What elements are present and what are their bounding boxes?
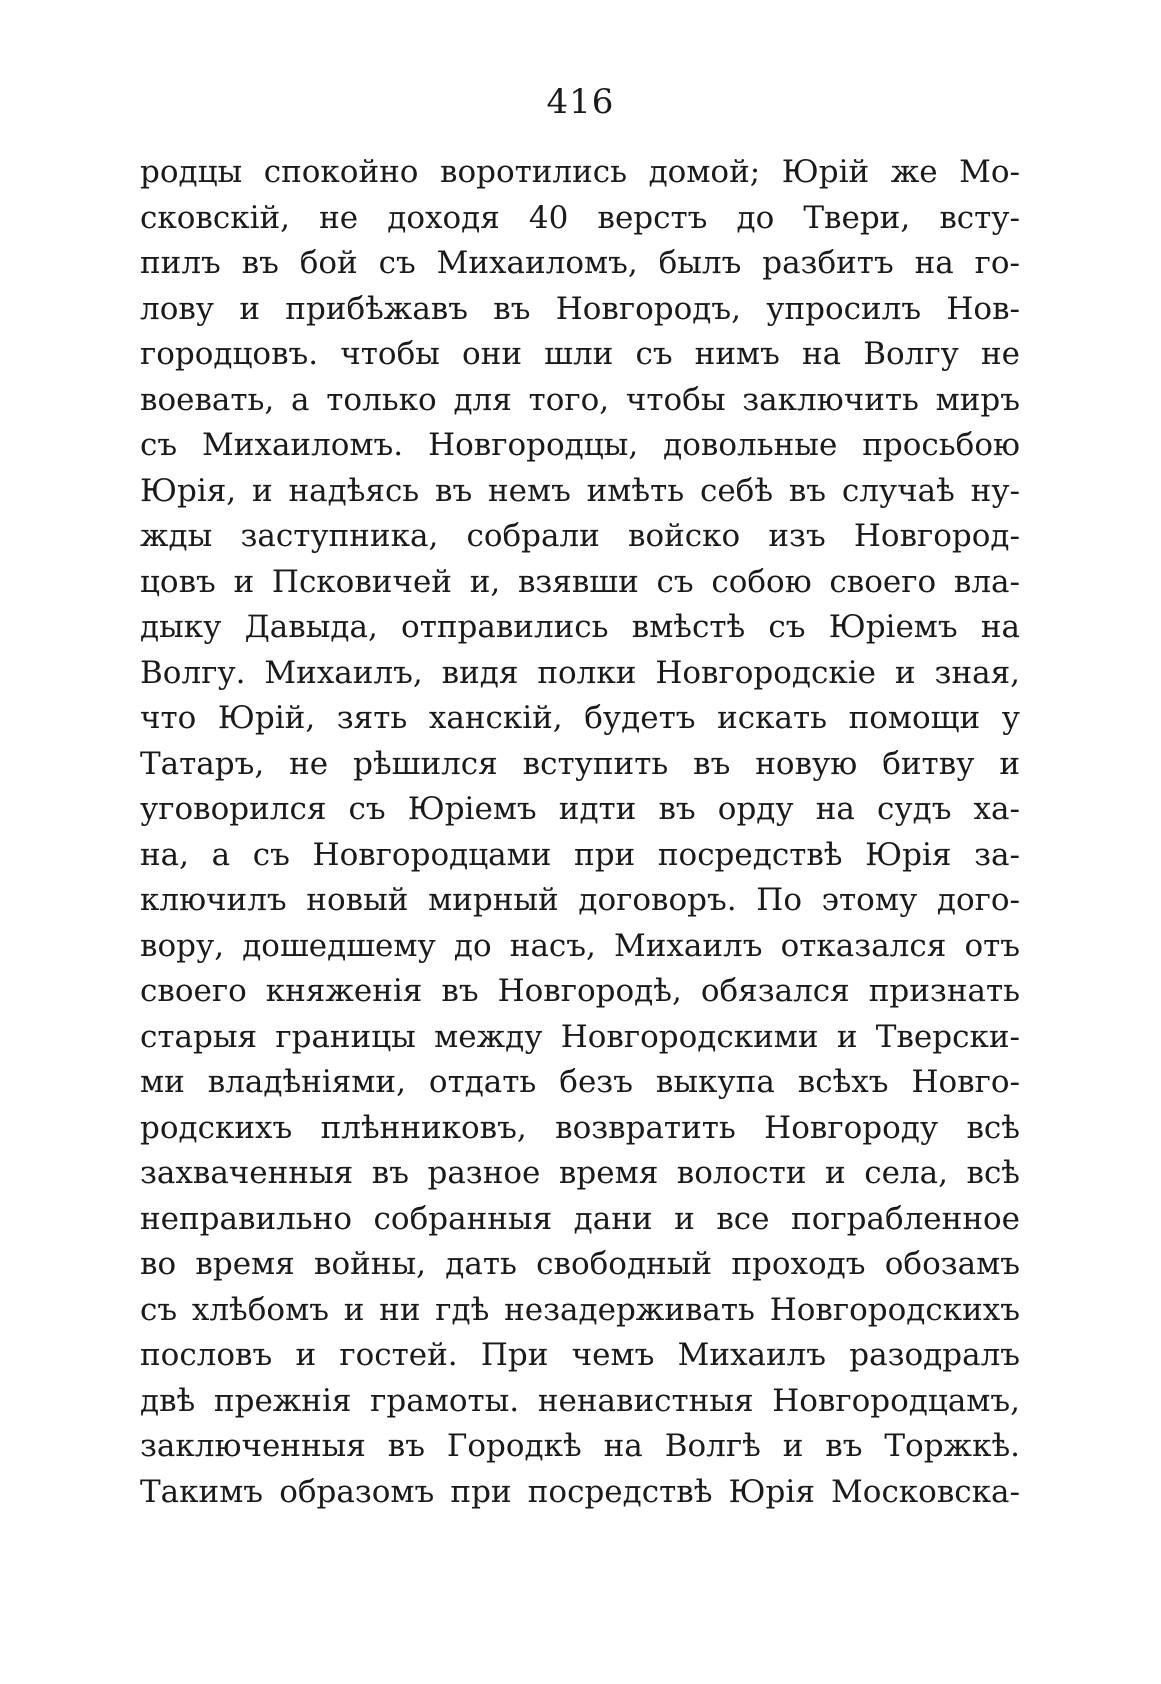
body-text bbox=[140, 150, 1020, 1515]
text-line: сковскій, не доходя 40 верстъ до Твери, всту- bbox=[140, 199, 1020, 236]
text-line: заключенныя въ Городкѣ на Волгѣ и въ Торжкѣ. bbox=[140, 1428, 1020, 1464]
text-line: родцы спокойно воротились домой; Юрій же Мо- bbox=[140, 154, 1020, 190]
text-line: пословъ и гостей. При чемъ Михаилъ разодралъ bbox=[140, 1337, 1020, 1373]
text-line: ключилъ новый мирный договоръ. По этому дого- bbox=[140, 882, 1020, 918]
text-line: дыку Давыда, отправились вмѣстѣ съ Юріемъ на bbox=[140, 609, 1020, 645]
text-line: уговорился съ Юріемъ идти въ орду на судъ ха- bbox=[140, 791, 1020, 827]
text-line: Волгу. Михаилъ, видя полки Новгородскіе и зная, bbox=[140, 654, 1020, 691]
text-line: съ хлѣбомъ и ни гдѣ незадерживать Новгородскихъ bbox=[140, 1291, 1020, 1328]
text-line: захваченныя въ разное время волости и села, всѣ bbox=[140, 1155, 1020, 1191]
text-line: пилъ въ бой съ Михаиломъ, былъ разбитъ на го- bbox=[140, 245, 1020, 281]
text-line: двѣ прежнія грамоты. ненавистныя Новгородцамъ, bbox=[140, 1382, 1020, 1419]
text-line: лову и прибѣжавъ въ Новгородъ, упросилъ Нов- bbox=[140, 290, 1020, 327]
text-line: вору, дошедшему до насъ, Михаилъ отказался отъ bbox=[140, 927, 1020, 964]
text-line: ми владѣніями, отдать безъ выкупа всѣхъ Новго- bbox=[140, 1064, 1020, 1100]
text-line: что Юрій, зять ханскій, будетъ искать помощи у bbox=[140, 700, 1020, 736]
text-line: цовъ и Псковичей и, взявши съ собою своего вла- bbox=[140, 563, 1020, 600]
page-number: 416 bbox=[546, 82, 615, 122]
text-line: родскихъ плѣнниковъ, возвратить Новгороду всѣ bbox=[140, 1109, 1020, 1146]
text-line: воевать, а только для того, чтобы заключить миръ bbox=[140, 381, 1020, 418]
text-line: старыя границы между Новгородскими и Тверски- bbox=[140, 1018, 1020, 1055]
text-line: Такимъ образомъ при посредствѣ Юрія Московска- bbox=[140, 1473, 1020, 1510]
text-line: городцовъ. чтобы они шли съ нимъ на Волгу не bbox=[140, 336, 1020, 372]
text-line: на, а съ Новгородцами при посредствѣ Юрія за- bbox=[140, 836, 1020, 873]
text-line: во время войны, дать свободный проходъ обозамъ bbox=[140, 1246, 1020, 1282]
text-line: жды заступника, собрали войско изъ Новгород- bbox=[140, 518, 1020, 554]
text-line: своего княженія въ Новгородѣ, обязался признать bbox=[140, 973, 1020, 1009]
text-line: съ Михаиломъ. Новгородцы, довольные просьбою bbox=[140, 427, 1020, 463]
text-line: Юрія, и надѣясь въ немъ имѣть себѣ въ случаѣ ну- bbox=[140, 472, 1020, 509]
text-line: неправильно собранныя дани и все пограбленное bbox=[140, 1200, 1020, 1237]
text-line: Татаръ, не рѣшился вступить въ новую битву и bbox=[140, 745, 1020, 782]
